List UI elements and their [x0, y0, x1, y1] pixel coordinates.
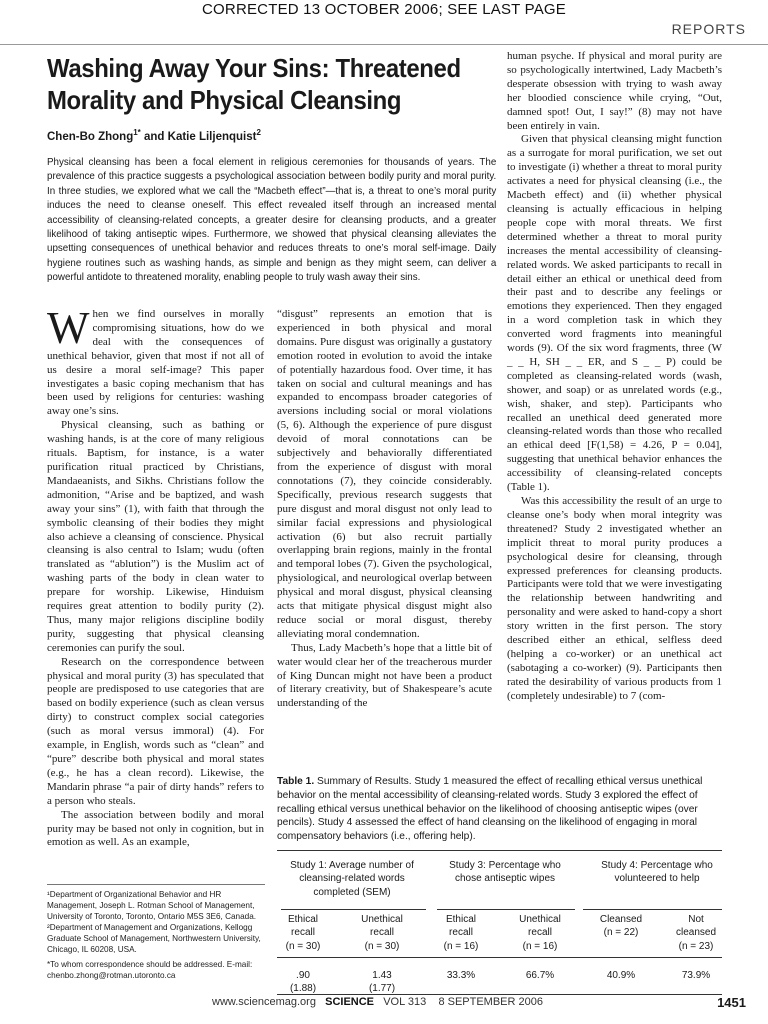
group-underline — [437, 909, 575, 910]
cell-value: 1.43 — [372, 969, 392, 981]
body-column-3 — [507, 50, 722, 704]
condition-label: Cleansed — [599, 913, 643, 925]
paragraph: The association between bodily and moral purity may be based not only in cognition, but in emotion as well. As an example, — [47, 808, 264, 849]
table-cell — [435, 969, 487, 983]
condition-label: Unethical recall — [361, 913, 403, 939]
table-condition-header — [509, 913, 571, 954]
author-2-superscript: 2 — [256, 128, 261, 137]
table-cell — [673, 969, 719, 983]
cell-sem: (1.88) — [289, 983, 317, 995]
table-group-header: Study 4: Percentage who volunteered to help — [601, 859, 713, 885]
cell-value: 33.3% — [446, 969, 476, 981]
table-condition-header — [435, 913, 487, 954]
paragraph: “disgust” represents an emotion that is experienced in both physical and moral domains. Pure disgust was originally a gustatory emotion rooted in evolution to avoid the intake of potentially hazardous food. Over time, it has taken on social and cultural meanings and has expanded to encompass broader categories of aversions including social or moral violations (5, 6). Although the experience of pure disgust devoid of moral connotations can be subjectively and behaviorally differentiated from the experience of disgust with moral connotations (7), they coincide considerably. Specifically, previous research suggests that pure disgust and moral disgust not only lead to similar facial expressions and physiological activation (6) but also recruit partially overlapping brain regions, mainly in the frontal and temporal lobes (7). Given the psychological, physiological, and neurological overlap between physical and moral disgust, physical cleansing acts that mitigate physical disgust might also reduce social or moral disgust, thereby alleviating moral condemnation. — [277, 308, 492, 640]
group-underline — [281, 909, 426, 910]
paragraph: Given that physical cleansing might function as a surrogate for moral purification, we set out to investigate (i) whether a threat to moral purity activates a need for physical cleansing (i.e., the Macbeth effect) and (ii) whether physical cleansing is actually efficacious in helping people cope with moral threats. We first determined whether a threat to moral purity increases the mental accessibility of cleansing-related words. We asked participants to recall in detail either an ethical or unethical deed from their past and to describe any feelings or emotions they experienced. Then they engaged in a word completion task in which they converted word fragments into meaningful words (9). Of the six word fragments, three (W _ _ H, SH _ _ ER, and S _ _ P) could be completed as cleansing-related words (wash, shower, and soap) or as unrelated words (e.g., wish, shaker, and step). Participants who recalled an unethical deed generated more cleansing-related words than those who recalled an ethical deed [F(1,58) = 4.26, P = 0.04], suggesting that unethical behavior enhances the accessibility of cleansing-related concepts (Table 1). — [507, 133, 722, 494]
drop-cap: W — [47, 303, 90, 353]
cell-sem: (1.77) — [368, 983, 396, 995]
correspondence-note: *To whom correspondence should be addressed. E-mail: chenbo.zhong@rotman.utoronto.ca — [47, 960, 253, 980]
condition-label: Ethical recall — [287, 913, 318, 939]
page-number: 1451 — [717, 995, 746, 1010]
paragraph-text: hen we find ourselves in morally compromising situations, how do we deal with the consequences of unethical behavior, given that most if not all of us desire a moral self-image? This paper investigates a basic coping mechanism that has been used by religions for centuries: washing away one’s sins. — [47, 308, 264, 418]
article-title: Washing Away Your Sins: Threatened Morality and Physical Cleansing — [47, 53, 461, 115]
condition-n: (n = 22) — [603, 927, 639, 939]
author-2: Katie Liljenquist — [167, 130, 257, 143]
cell-value: 73.9% — [681, 969, 711, 981]
table-cell — [509, 969, 571, 983]
table-cell — [351, 969, 413, 996]
results-table — [277, 775, 722, 995]
table-grid — [277, 850, 722, 995]
condition-label: Ethical recall — [445, 913, 476, 939]
paragraph: Physical cleansing, such as bathing or washing hands, is at the core of many religious rituals. Baptism, for instance, is a water purification ritual practiced by Christians, Mandaeanists, and Sikhs. Christians follow the admonition, “Arise and be baptized, and wash away your sins” (1), with faith that through the symbolic cleansing of their bodies they might also achieve a cleansing of conscience. Physical cleansing is also central to Islam; wudu (often translated as “ablution”) is the Muslim act of washing parts of the body in clean water to prepare for worship. Likewise, Hinduism requires great attention to bodily purity (2). Thus, many major religions discipline bodily purity, suggesting that physical cleansing ceremonies can purify the soul. — [47, 419, 264, 654]
paragraph-intro — [47, 303, 264, 419]
cell-value: 40.9% — [606, 969, 636, 981]
paragraph: Research on the correspondence between physical and moral purity (3) has speculated that people are predisposed to use categories that are based on bodily experience (such as clean versus dirty) to construct complex social categories (such as moral versus immoral) (4). For example, in English, words such as “clean” and “pure” describe both physical and moral states (e.g., he has a clean record). Likewise, the Mandarin phrase “a pair of dirty hands” refers to a person who steals. — [47, 655, 264, 807]
table-header-rule — [277, 957, 722, 958]
condition-n: (n = 16) — [443, 940, 479, 952]
header-rule — [0, 44, 768, 45]
body-column-2 — [277, 308, 492, 711]
condition-n: (n = 30) — [364, 940, 400, 952]
section-label: REPORTS — [671, 21, 746, 37]
page-footer — [212, 996, 543, 1008]
condition-label: Unethical recall — [519, 913, 561, 939]
author-1: Chen-Bo Zhong — [47, 130, 134, 143]
paragraph: human psyche. If physical and moral purity are so psychologically intertwined, Lady Macbeth’s desperate obsession with trying to wash away her bloodied conscience while crying, “Out, damned spot! Out, I say!” (8) may not have been entirely in vain. — [507, 50, 722, 132]
journal-name: SCIENCE — [325, 996, 375, 1008]
paragraph: Was this accessibility the result of an urge to cleanse one’s body when moral integrity was threatened? Study 2 investigated whether an implicit threat to moral purity produces a psychological desire for cleansing, through expressed preferences for cleansing products. Participants were told that we were investigating the relationship between handwriting and personality and were asked to hand-copy a short story written in the first person. The story described either an ethical, selfless deed (helping a co-worker) or an unethical act (sabotaging a co-worker) (9). Participants then rated the desirability of various products from 1 (completely undesirable) to 7 (com- — [507, 495, 722, 702]
author-conjunction: and — [140, 130, 168, 143]
condition-n: (n = 16) — [522, 940, 558, 952]
author-1-superscript: 1* — [133, 128, 141, 137]
correction-banner: CORRECTED 13 OCTOBER 2006; SEE LAST PAGE — [202, 1, 566, 18]
journal-volume: VOL 313 — [383, 996, 427, 1008]
cell-value: 66.7% — [525, 969, 555, 981]
table-label: Table 1. — [277, 776, 315, 787]
affiliations-footnote — [47, 884, 265, 985]
abstract: Physical cleansing has been a focal element in religious ceremonies for thousands of years. The prevalence of this practice suggests a psychological association between bodily purity and moral purity. In three studies, we explored what we call the “Macbeth effect”—that is, a threat to one’s moral purity induces the need to cleanse oneself. This effect revealed itself through an increased mental accessibility of cleansing-related concepts, a greater desire for cleansing products, and a greater likelihood of taking antiseptic wipes. Furthermore, we showed that physical cleansing alleviates the upsetting consequences of unethical behavior and reduces threats to one’s moral self-image. Daily hygiene routines such as washing hands, as simple and benign as they might seem, can deliver a powerful antidote to threatened morality, enabling people to truly wash away their sins. — [47, 157, 497, 284]
cell-value: .90 — [296, 969, 310, 981]
table-condition-header — [351, 913, 413, 954]
paragraph: Thus, Lady Macbeth’s hope that a little bit of water would clear her of the treacherous murder of King Duncan might not have been a product of literary creativity, but of Shakespeare’s acute understanding of the — [277, 641, 492, 710]
condition-label: Not cleansed — [675, 913, 717, 939]
table-group-header: Study 1: Average number of cleansing-related words completed (SEM) — [290, 859, 414, 898]
table-caption — [277, 775, 722, 844]
group-underline — [583, 909, 722, 910]
affiliation-text: ¹Department of Organizational Behavior and HR Management, Joseph L. Rotman School of Management, University of Toronto, Toronto, Ontario M5S 3E6, Canada. ²Department of Management and Organizations, Kellogg Graduate School of Management, Northwestern University, Chicago, IL 60208, USA. — [47, 890, 261, 954]
table-caption-text: Summary of Results. Study 1 measured the effect of recalling ethical versus unethical behavior on the mental accessibility of cleansing-related words. Study 3 explored the effect of recalling ethical versus unethical behavior on the likelihood of choosing antiseptic wipes (over pencils). Study 4 assessed the effect of hand cleansing on the likelihood of engaging in moral compensatory behaviors (i.e., offering help). — [277, 776, 703, 843]
table-condition-header — [673, 913, 719, 954]
condition-n: (n = 30) — [285, 940, 321, 952]
journal-url: www.sciencemag.org — [212, 996, 316, 1008]
table-condition-header — [593, 913, 649, 940]
table-cell — [593, 969, 649, 983]
table-group-header: Study 3: Percentage who chose antiseptic wipes — [449, 859, 561, 885]
table-cell — [277, 969, 329, 996]
author-line — [47, 128, 261, 143]
table-condition-header — [277, 913, 329, 954]
issue-date: 8 SEPTEMBER 2006 — [438, 996, 543, 1008]
condition-n: (n = 23) — [678, 940, 714, 952]
body-column-1 — [47, 303, 264, 850]
